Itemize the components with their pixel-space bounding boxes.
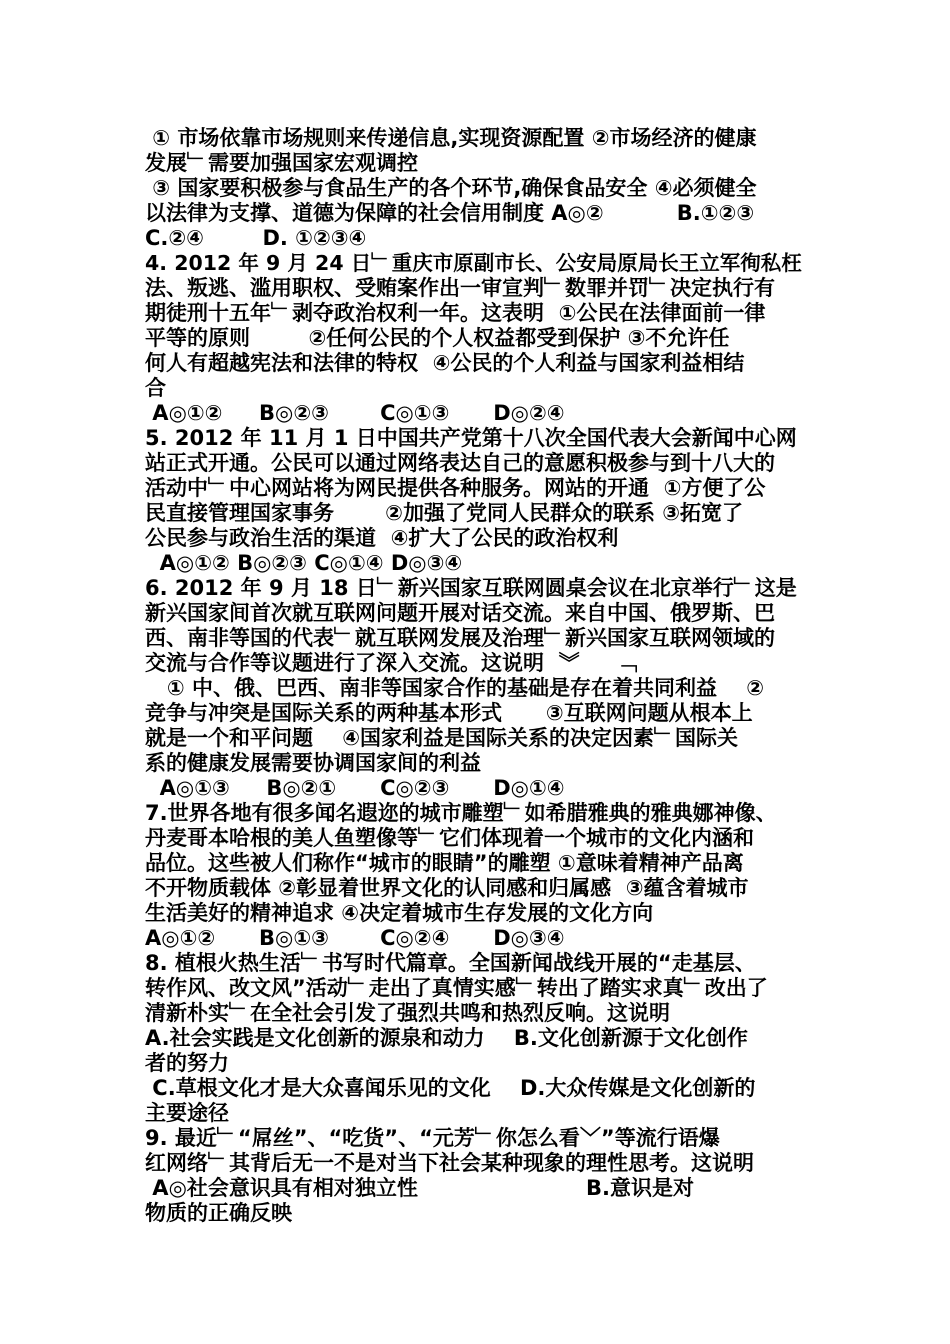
text-line: 红网络﹂其背后无一不是对当下社会某种现象的理性思考。这说明 bbox=[145, 1151, 754, 1175]
text-line: 民直接管理国家事务 ②加强了党同人民群众的联系 ③拓宽了 bbox=[145, 501, 744, 525]
text-line: 期徒刑十五年﹂剥夺政治权利一年。这表明 ①公民在法律面前一律 bbox=[145, 301, 766, 325]
text-line: C.草根文化才是大众喜闻乐见的文化 D.大众传媒是文化创新的 bbox=[145, 1076, 756, 1100]
text-line: 以法律为支撑、道德为保障的社会信用制度 A◎② B.①②③ bbox=[145, 201, 755, 225]
text-line: 丹麦哥本哈根的美人鱼塑像等﹂它们体现着一个城市的文化内涵和 bbox=[145, 826, 754, 850]
text-line: 交流与合作等议题进行了深入交流。这说明 ︾ ﹁ bbox=[145, 651, 638, 675]
answer-options: A◎①② B◎①③ C◎②④ D◎③④ bbox=[145, 926, 565, 950]
text-line: 公民参与政治生活的渠道 ④扩大了公民的政治权利 bbox=[145, 526, 619, 550]
text-line: 法、叛逃、滥用职权、受贿案作出一审宣判﹂数罪并罚﹂决定执行有 bbox=[145, 276, 775, 300]
text-line: 西、南非等国的代表﹂就互联网发展及治理﹂新兴国家互联网领域的 bbox=[145, 626, 775, 650]
question-7: 7.世界各地有很多闻名遐迩的城市雕塑﹂如希腊雅典的雅典娜神像、 bbox=[145, 801, 777, 825]
text-line: 活动中﹂中心网站将为网民提供各种服务。网站的开通 ①方便了公 bbox=[145, 476, 766, 500]
text-line: A.社会实践是文化创新的源泉和动力 B.文化创新源于文化创作 bbox=[145, 1026, 748, 1050]
text-line: ③ 国家要积极参与食品生产的各个环节,确保食品安全 ④必须健全 bbox=[145, 176, 757, 200]
text-line: 清新朴实﹂在全社会引发了强烈共鸣和热烈反响。这说明 bbox=[145, 1001, 670, 1025]
text-line: 者的努力 bbox=[145, 1051, 229, 1075]
question-8: 8. 植根火热生活﹂书写时代篇章。全国新闻战线开展的“走基层、 bbox=[145, 951, 756, 975]
text-line: 站正式开通。公民可以通过网络表达自己的意愿积极参与到十八大的 bbox=[145, 451, 775, 475]
answer-options: A◎①③ B◎②① C◎②③ D◎①④ bbox=[145, 776, 565, 800]
text-line: 合 bbox=[145, 376, 166, 400]
text-line: ① 市场依靠市场规则来传递信息,实现资源配置 ②市场经济的健康 bbox=[145, 126, 757, 150]
text-line: A◎社会意识具有相对独立性 B.意识是对 bbox=[145, 1176, 695, 1200]
text-line: 不开物质载体 ②彰显着世界文化的认同感和归属感 ③蕴含着城市 bbox=[145, 876, 749, 900]
text-line: 就是一个和平问题 ④国家利益是国际关系的决定因素﹂国际关 bbox=[145, 726, 739, 750]
text-line: C.②④ D. ①②③④ bbox=[145, 226, 367, 250]
text-line: 何人有超越宪法和法律的特权 ④公民的个人利益与国家利益相结 bbox=[145, 351, 745, 375]
question-5: 5. 2012 年 11 月 1 日中国共产党第十八次全国代表大会新闻中心网 bbox=[145, 426, 797, 450]
text-line: 竞争与冲突是国际关系的两种基本形式 ③互联网问题从根本上 bbox=[145, 701, 753, 725]
answer-options: A◎①② B◎②③ C◎①④ D◎③④ bbox=[145, 551, 463, 575]
text-line: 生活美好的精神追求 ④决定着城市生存发展的文化方向 bbox=[145, 901, 654, 925]
answer-options: A◎①② B◎②③ C◎①③ D◎②④ bbox=[145, 401, 565, 425]
text-line: 品位。这些被人们称作“城市的眼睛”的雕塑 ①意味着精神产品离 bbox=[145, 851, 744, 875]
text-line: 系的健康发展需要协调国家间的利益 bbox=[145, 751, 481, 775]
question-9: 9. 最近﹂“屌丝”、“吃货”、“元芳﹂你怎么看﹀”等流行语爆 bbox=[145, 1126, 720, 1150]
text-line: 发展﹂需要加强国家宏观调控 bbox=[145, 151, 418, 175]
text-line: 平等的原则 ②任何公民的个人权益都受到保护 ③不允许任 bbox=[145, 326, 730, 350]
text-line: 转作风、改文风”活动﹂走出了真情实感﹂转出了踏实求真﹂改出了 bbox=[145, 976, 768, 1000]
question-6: 6. 2012 年 9 月 18 日﹂新兴国家互联网圆桌会议在北京举行﹂这是 bbox=[145, 576, 797, 600]
text-line: 主要途径 bbox=[145, 1101, 229, 1125]
text-line: ① 中、俄、巴西、南非等国家合作的基础是存在着共同利益 ② bbox=[145, 676, 765, 700]
text-line: 物质的正确反映 bbox=[145, 1201, 292, 1225]
text-line: 新兴国家间首次就互联网问题开展对话交流。来自中国、俄罗斯、巴 bbox=[145, 601, 775, 625]
question-4: 4. 2012 年 9 月 24 日﹂重庆市原副市长、公安局原局长王立军徇私枉 bbox=[145, 251, 802, 275]
